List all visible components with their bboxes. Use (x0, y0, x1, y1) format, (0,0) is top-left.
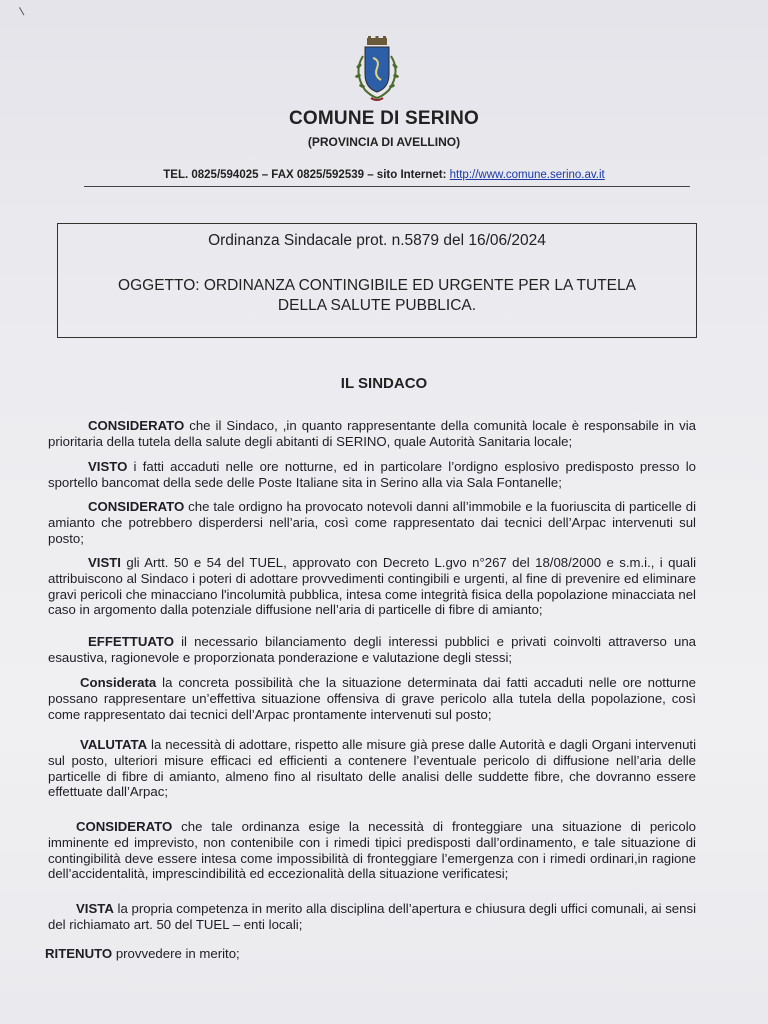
paragraph (48, 418, 696, 450)
ordinance-reference: Ordinanza Sindacale prot. n.5879 del 16/06/2024 (208, 232, 546, 249)
paragraph (45, 946, 693, 962)
paragraph-text: gli Artt. 50 e 54 del TUEL, approvato con Decreto L.gvo n°267 del 18/08/2000 e s.m.i., i quali attribuiscono al Sindaco i poteri di adottare provvedimenti contingibili e urgenti, al fine di prevenire ed eliminare gravi pericoli che minacciano l'incolumità pubblica, intesa come integrità fisica della popolazione minacciata nel caso in argomento dalla potenziale diffusione nell’aria di particelle di fibre di amianto; (48, 555, 696, 618)
paragraph-text: la concreta possibilità che la situazione determinata dai fatti accaduti nelle ore notturne possano rappresentare un’effettiva situazione offensiva di grave pericolo alla tutela della popolazione, così come rappresentato dai tecnici dell’Arpac prontamente intervenuti sul posto; (48, 675, 696, 722)
paragraph-text: provvedere in merito; (112, 946, 240, 961)
paragraph-lead: CONSIDERATO (88, 418, 185, 433)
paragraph-lead: CONSIDERATO (88, 499, 185, 514)
scan-mark (19, 6, 27, 16)
header-divider (84, 186, 690, 187)
ordinance-subject (78, 276, 676, 316)
paragraph (48, 737, 696, 800)
paragraph (48, 901, 696, 933)
town-name: COMUNE DI SERINO (288, 108, 480, 129)
section-heading: IL SINDACO (340, 375, 428, 392)
paragraph-lead: Considerata (80, 675, 157, 690)
paragraph (48, 819, 696, 882)
paragraph (48, 675, 696, 722)
paragraph-text: la necessità di adottare, rispetto alle misure già prese dalle Autorità e dagli Organi intervenuti sul posto, ulteriori misure efficaci ed efficienti a contenere l’eventuale pericolo di diffusione nell’aria delle particelle di fibre di amianto, almeno fino al risultato delle analisi delle suddette fibre, che dovranno essere effettuate dall’Arpac; (48, 737, 696, 800)
contact-line (0, 169, 768, 181)
paragraph-lead: RITENUTO (45, 946, 113, 961)
subject-line-1: OGGETTO: ORDINANZA CONTINGIBILE ED URGENTE PER LA TUTELA (118, 277, 636, 294)
municipal-crest-icon (347, 36, 407, 106)
province-name: (PROVINCIA DI AVELLINO) (307, 135, 461, 149)
paragraph (48, 555, 696, 618)
contact-text: TEL. 0825/594025 – FAX 0825/592539 – sito Internet: (163, 169, 450, 181)
paragraph-text: i fatti accaduti nelle ore notturne, ed in particolare l’ordigno esplosivo predisposto presso lo sportello bancomat della sede delle Poste Italiane sita in Serino alla via Sala Fontanelle; (48, 459, 696, 490)
paragraph-text: che il Sindaco, ,in quanto rappresentante della comunità locale è responsabile in via prioritaria della tutela della salute degli abitanti di SERINO, quale Autorità Sanitaria locale; (48, 418, 696, 449)
paragraph (48, 634, 696, 666)
paragraph-lead: VISTO (88, 459, 128, 474)
ordinance-title-box (57, 223, 697, 338)
subject-line-2: DELLA SALUTE PUBBLICA. (277, 297, 477, 314)
paragraph-text: che tale ordinanza esige la necessità di fronteggiare una situazione di pericolo imminente ed imprevisto, non contenibile con i rimedi tipici predisposti dall’ordinamento, e tale situazione di contingibilità deve essere intesa come impossibilità di fronteggiare l’emergenza con i rimedi ordinari,in ragione dell’accidentalità, imprescindibilità ed eccezionalità della situazione verificatesi; (48, 819, 696, 882)
paragraph-lead: CONSIDERATO (76, 819, 173, 834)
paragraph-lead: VISTA (76, 901, 114, 916)
paragraph-lead: VALUTATA (80, 737, 148, 752)
paragraph-lead: EFFETTUATO (88, 634, 174, 649)
paragraph-text: che tale ordigno ha provocato notevoli danni all’immobile e la fuoriuscita di particelle di amianto che potrebbero disperdersi nell’aria, così come rappresentato dai tecnici dell’Arpac intervenuti sul posto; (48, 499, 696, 546)
paragraph-lead: VISTI (88, 555, 121, 570)
paragraph (48, 499, 696, 546)
paragraph (48, 459, 696, 491)
paragraph-text: la propria competenza in merito alla disciplina dell’apertura e chiusura degli uffici comunali, ai sensi del richiamato art. 50 del TUEL – enti locali; (48, 901, 696, 932)
website-link[interactable]: http://www.comune.serino.av.it (449, 169, 605, 181)
paragraph-text: il necessario bilanciamento degli interessi pubblici e privati coinvolti attraverso una esaustiva, ragionevole e proporzionata ponderazione e valutazione degli stessi; (48, 634, 696, 665)
